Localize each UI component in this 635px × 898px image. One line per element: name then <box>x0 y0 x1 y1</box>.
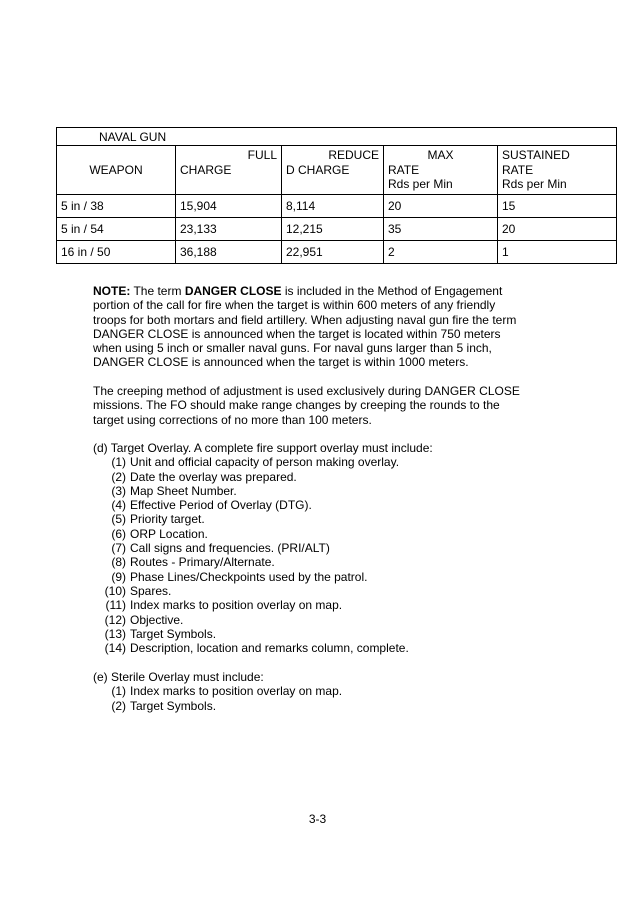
note-line: DANGER CLOSE is announced when the target is within 1000 meters. <box>93 355 469 370</box>
header-max-rate-line2: RATE <box>388 162 420 177</box>
cell-sustained-rate: 20 <box>498 218 617 241</box>
cell-max-rate: 20 <box>384 195 498 218</box>
note-line: troops for both mortars and field artillery. When adjusting naval gun fire the term <box>93 312 517 327</box>
naval-gun-table <box>56 127 617 264</box>
header-reduced-charge-line1: REDUCE <box>328 148 379 163</box>
cell-full-charge: 36,188 <box>176 241 282 264</box>
header-full-charge <box>176 146 282 195</box>
header-max-rate-line3: Rds per Min <box>388 176 453 191</box>
sterile-overlay-heading: (e) Sterile Overlay must include: <box>93 670 264 684</box>
danger-close-term: DANGER CLOSE <box>184 284 282 298</box>
cell-full-charge: 23,133 <box>176 218 282 241</box>
list-item: (1) Unit and official capacity of person making overlay. <box>111 455 400 470</box>
list-item: (14) Description, location and remarks column, complete. <box>104 641 409 656</box>
list-item: (10) Spares. <box>104 583 172 598</box>
cell-weapon: 5 in / 54 <box>57 218 176 241</box>
header-full-charge-line1: FULL <box>247 148 277 163</box>
target-overlay-heading: (d) Target Overlay. A complete fire support overlay must include: <box>93 441 433 455</box>
cell-max-rate: 35 <box>384 218 498 241</box>
list-item: (5) Priority target. <box>111 512 205 527</box>
note-label: NOTE: <box>93 284 131 298</box>
page-number: 3-3 <box>308 812 327 826</box>
table-row <box>57 218 617 241</box>
header-weapon: WEAPON <box>57 146 176 195</box>
header-sustained-rate-line3: Rds per Min <box>502 176 567 191</box>
header-reduced-charge <box>282 146 384 195</box>
target-overlay-section <box>93 441 433 655</box>
note-line: when using 5 inch or smaller naval guns. For naval guns larger than 5 inch, <box>93 341 492 356</box>
list-item: (2) Date the overlay was prepared. <box>111 469 297 484</box>
cell-reduced-charge: 22,951 <box>282 241 384 264</box>
list-item: (9) Phase Lines/Checkpoints used by the patrol. <box>111 569 368 584</box>
cell-sustained-rate: 15 <box>498 195 617 218</box>
header-sustained-rate <box>498 146 617 195</box>
list-item: (13) Target Symbols. <box>104 626 217 641</box>
cell-reduced-charge: 8,114 <box>282 195 384 218</box>
list-item: (2) Target Symbols. <box>111 698 217 713</box>
note-line: DANGER CLOSE is announced when the target is located within 750 meters <box>93 326 501 341</box>
cell-full-charge: 15,904 <box>176 195 282 218</box>
cell-max-rate: 2 <box>384 241 498 264</box>
table-row <box>57 195 617 218</box>
list-item: (3) Map Sheet Number. <box>111 483 237 498</box>
table-row <box>57 241 617 264</box>
list-item: (8) Routes - Primary/Alternate. <box>111 555 275 570</box>
cell-reduced-charge: 12,215 <box>282 218 384 241</box>
creeping-line: missions. The FO should make range changes by creeping the rounds to the <box>93 398 500 413</box>
creeping-line: The creeping method of adjustment is used exclusively during DANGER CLOSE <box>93 384 520 398</box>
cell-sustained-rate: 1 <box>498 241 617 264</box>
list-item: (4) Effective Period of Overlay (DTG). <box>111 498 312 513</box>
table-title: NAVAL GUN <box>57 128 617 146</box>
header-sustained-rate-line2: RATE <box>502 162 534 177</box>
sterile-overlay-section <box>93 670 342 713</box>
header-sustained-rate-line1: SUSTAINED <box>502 148 570 163</box>
list-item: (12) Objective. <box>104 612 184 627</box>
cell-weapon: 5 in / 38 <box>57 195 176 218</box>
header-full-charge-line2: CHARGE <box>180 162 232 177</box>
note-line: NOTE: The term DANGER CLOSE is included in the Method of Engagement <box>93 284 503 298</box>
list-item: (1) Index marks to position overlay on map. <box>111 684 343 699</box>
creeping-paragraph <box>93 384 553 427</box>
list-item: (11) Index marks to position overlay on map. <box>105 598 343 613</box>
list-item: (7) Call signs and frequencies. (PRI/ALT) <box>111 541 330 556</box>
header-reduced-charge-line2: D CHARGE <box>286 162 350 177</box>
creeping-line: target using corrections of no more than 100 meters. <box>93 412 372 427</box>
list-item: (6) ORP Location. <box>111 526 208 541</box>
header-max-rate <box>384 146 498 195</box>
header-max-rate-line1: MAX <box>427 148 454 163</box>
cell-weapon: 16 in / 50 <box>57 241 176 264</box>
note-line: portion of the call for fire when the target is within 600 meters of any friendly <box>93 298 496 313</box>
note-paragraph <box>93 284 553 370</box>
